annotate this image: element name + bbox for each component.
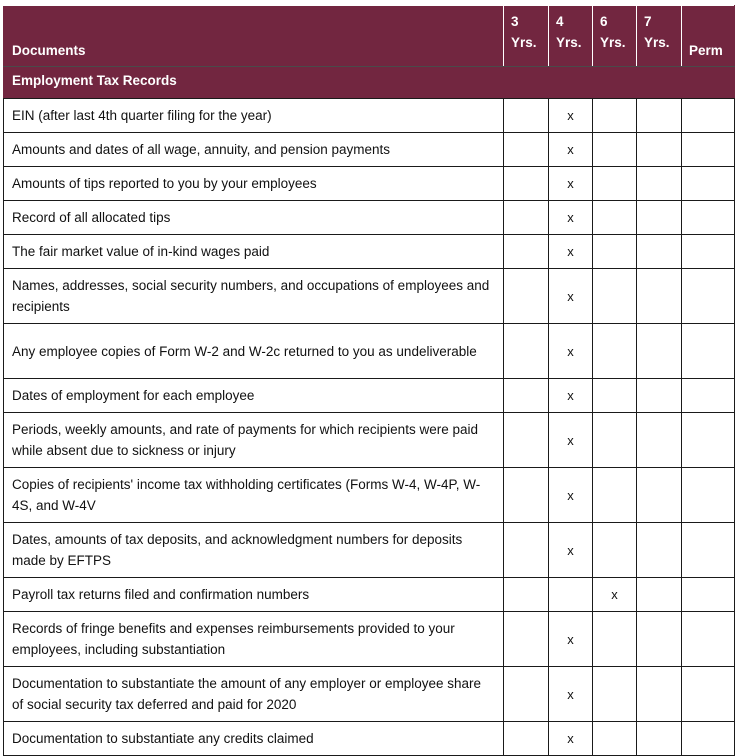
retention-mark-y7 <box>637 201 682 235</box>
header-4-years <box>549 6 593 67</box>
document-description: Dates, amounts of tax deposits, and acknowledgment numbers for deposits made by EFTPS <box>4 523 504 578</box>
table-row <box>4 667 735 722</box>
header-3-years <box>504 6 549 67</box>
retention-table-container <box>3 5 735 756</box>
retention-mark-y7 <box>637 324 682 379</box>
document-description: Record of all allocated tips <box>4 201 504 235</box>
retention-mark-perm <box>682 235 735 269</box>
table-row <box>4 379 735 413</box>
retention-mark-y4: x <box>549 167 593 201</box>
retention-mark-perm <box>682 201 735 235</box>
header-3-years-unit: Yrs. <box>511 35 537 50</box>
retention-mark-perm <box>682 379 735 413</box>
retention-mark-y4: x <box>549 468 593 523</box>
retention-mark-y4: x <box>549 612 593 667</box>
retention-mark-perm <box>682 468 735 523</box>
table-row <box>4 235 735 269</box>
table-row <box>4 133 735 167</box>
header-6-years <box>593 6 637 67</box>
document-description: Any employee copies of Form W-2 and W-2c returned to you as undeliverable <box>4 324 504 379</box>
retention-mark-y3 <box>504 578 549 612</box>
table-row <box>4 722 735 756</box>
section-title: Employment Tax Records <box>4 67 735 99</box>
retention-mark-y7 <box>637 523 682 578</box>
retention-mark-y7 <box>637 167 682 201</box>
retention-mark-y4: x <box>549 133 593 167</box>
retention-mark-y7 <box>637 667 682 722</box>
retention-mark-y7 <box>637 133 682 167</box>
retention-mark-y6 <box>593 468 637 523</box>
retention-mark-y6 <box>593 167 637 201</box>
retention-mark-y3 <box>504 379 549 413</box>
retention-mark-perm <box>682 578 735 612</box>
document-description: Documentation to substantiate any credits claimed <box>4 722 504 756</box>
retention-mark-y6 <box>593 413 637 468</box>
retention-mark-y7 <box>637 235 682 269</box>
retention-mark-y7 <box>637 722 682 756</box>
retention-mark-y3 <box>504 235 549 269</box>
retention-mark-y4: x <box>549 201 593 235</box>
retention-mark-y6 <box>593 201 637 235</box>
retention-mark-y7 <box>637 413 682 468</box>
retention-mark-y4: x <box>549 269 593 324</box>
header-3-years-number: 3 <box>511 14 519 29</box>
retention-mark-y6 <box>593 379 637 413</box>
retention-mark-y3 <box>504 722 549 756</box>
retention-mark-y3 <box>504 667 549 722</box>
section-row <box>4 67 735 99</box>
document-description: EIN (after last 4th quarter filing for the year) <box>4 99 504 133</box>
document-description: Payroll tax returns filed and confirmation numbers <box>4 578 504 612</box>
table-row <box>4 413 735 468</box>
header-row <box>4 6 735 67</box>
header-7-years-number: 7 <box>644 14 652 29</box>
retention-mark-y6 <box>593 133 637 167</box>
retention-mark-y3 <box>504 133 549 167</box>
header-4-years-number: 4 <box>556 14 564 29</box>
retention-mark-y3 <box>504 612 549 667</box>
retention-mark-y6: x <box>593 578 637 612</box>
table-row <box>4 468 735 523</box>
retention-mark-perm <box>682 722 735 756</box>
retention-mark-y4: x <box>549 523 593 578</box>
retention-mark-y3 <box>504 167 549 201</box>
retention-mark-y6 <box>593 612 637 667</box>
retention-mark-perm <box>682 133 735 167</box>
retention-mark-perm <box>682 523 735 578</box>
retention-mark-y6 <box>593 235 637 269</box>
retention-mark-y4: x <box>549 413 593 468</box>
header-6-years-unit: Yrs. <box>600 35 626 50</box>
retention-mark-y7 <box>637 578 682 612</box>
retention-mark-y7 <box>637 468 682 523</box>
retention-table <box>3 5 735 756</box>
document-description: Records of fringe benefits and expenses reimbursements provided to your employees, including substantiation <box>4 612 504 667</box>
table-row <box>4 523 735 578</box>
retention-mark-y7 <box>637 99 682 133</box>
table-row <box>4 269 735 324</box>
document-description: Periods, weekly amounts, and rate of payments for which recipients were paid while absent due to sickness or injury <box>4 413 504 468</box>
retention-mark-y4: x <box>549 667 593 722</box>
retention-mark-y6 <box>593 269 637 324</box>
table-row <box>4 612 735 667</box>
retention-mark-perm <box>682 99 735 133</box>
document-description: Dates of employment for each employee <box>4 379 504 413</box>
document-description: The fair market value of in-kind wages paid <box>4 235 504 269</box>
header-4-years-unit: Yrs. <box>556 35 582 50</box>
header-7-years <box>637 6 682 67</box>
retention-mark-y7 <box>637 379 682 413</box>
retention-mark-perm <box>682 612 735 667</box>
retention-mark-y6 <box>593 722 637 756</box>
table-row <box>4 324 735 379</box>
header-permanent: Perm <box>682 6 735 67</box>
table-row <box>4 201 735 235</box>
header-6-years-number: 6 <box>600 14 608 29</box>
retention-mark-y6 <box>593 523 637 578</box>
header-7-years-unit: Yrs. <box>644 35 670 50</box>
table-row <box>4 99 735 133</box>
retention-mark-y3 <box>504 201 549 235</box>
retention-mark-y3 <box>504 99 549 133</box>
retention-mark-perm <box>682 269 735 324</box>
retention-mark-perm <box>682 167 735 201</box>
retention-mark-y7 <box>637 612 682 667</box>
retention-mark-y4: x <box>549 235 593 269</box>
retention-mark-perm <box>682 413 735 468</box>
retention-mark-y3 <box>504 413 549 468</box>
retention-mark-y3 <box>504 324 549 379</box>
retention-mark-y4 <box>549 578 593 612</box>
document-description: Documentation to substantiate the amount of any employer or employee share of social security tax deferred and paid for 2020 <box>4 667 504 722</box>
retention-mark-y6 <box>593 667 637 722</box>
retention-mark-y3 <box>504 523 549 578</box>
document-description: Copies of recipients' income tax withholding certificates (Forms W-4, W-4P, W-4S, and W-4V <box>4 468 504 523</box>
retention-mark-y4: x <box>549 324 593 379</box>
retention-mark-y3 <box>504 468 549 523</box>
retention-mark-perm <box>682 324 735 379</box>
retention-mark-y4: x <box>549 99 593 133</box>
retention-mark-y6 <box>593 324 637 379</box>
header-documents: Documents <box>4 6 504 67</box>
document-description: Amounts of tips reported to you by your employees <box>4 167 504 201</box>
retention-mark-y7 <box>637 269 682 324</box>
retention-mark-y4: x <box>549 722 593 756</box>
table-row <box>4 167 735 201</box>
retention-mark-y3 <box>504 269 549 324</box>
retention-mark-y4: x <box>549 379 593 413</box>
document-description: Names, addresses, social security numbers, and occupations of employees and recipients <box>4 269 504 324</box>
table-row <box>4 578 735 612</box>
document-description: Amounts and dates of all wage, annuity, and pension payments <box>4 133 504 167</box>
retention-mark-perm <box>682 667 735 722</box>
retention-mark-y6 <box>593 99 637 133</box>
